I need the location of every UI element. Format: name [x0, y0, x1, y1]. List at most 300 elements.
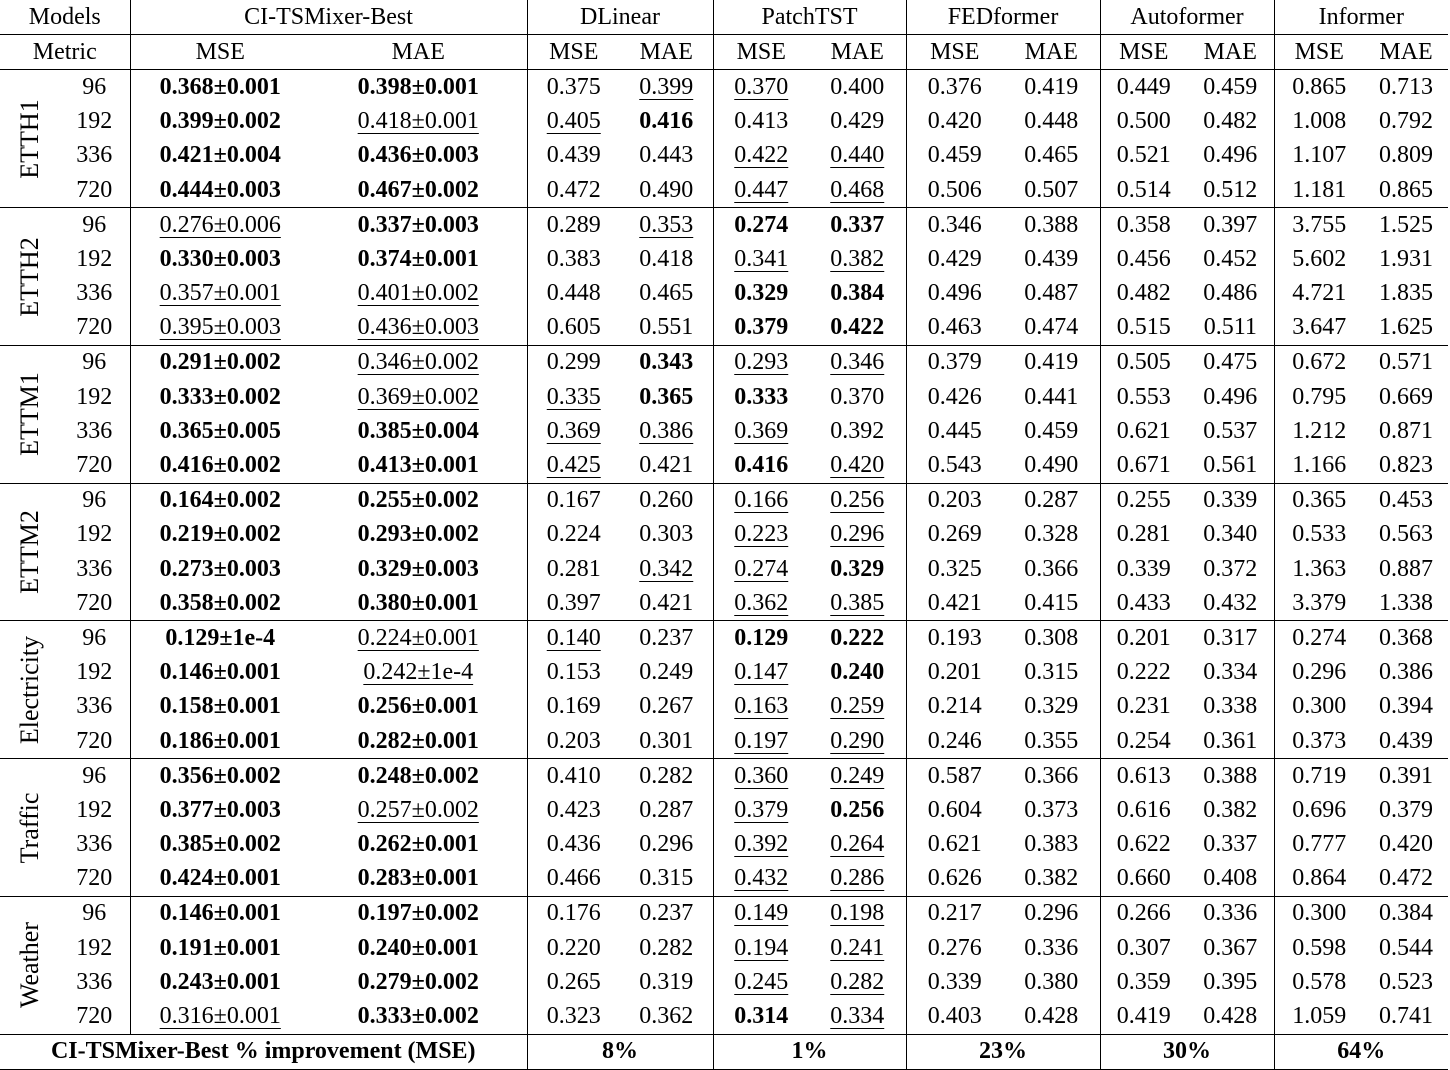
mse-value-cell — [527, 208, 620, 243]
mse-value-cell — [1100, 345, 1187, 380]
metric-value: 0.224±0.001 — [357, 624, 479, 651]
mae-value-cell — [1187, 793, 1274, 827]
mae-value-cell — [1364, 793, 1448, 827]
metric-value: 0.392 — [734, 831, 789, 858]
metric-value: 0.329 — [734, 280, 789, 307]
metric-value: 1.166 — [1292, 452, 1347, 479]
header-row-metrics — [0, 35, 1448, 70]
improvement-informer: 64% — [1274, 1034, 1448, 1069]
mse-value-cell — [527, 999, 620, 1034]
mse-value-cell — [1274, 173, 1364, 208]
mae-value-cell — [310, 965, 527, 999]
metric-value: 0.416 — [734, 452, 789, 479]
table-row — [0, 345, 1448, 380]
mae-value-cell — [1364, 414, 1448, 448]
metric-value: 0.274 — [1292, 624, 1347, 651]
mae-value-cell — [1003, 828, 1100, 862]
model-header-dlinear: DLinear — [527, 0, 713, 35]
mae-value-cell — [1187, 621, 1274, 656]
metric-value: 0.383 — [546, 245, 601, 272]
metric-value: 0.537 — [1203, 417, 1258, 444]
mse-value-cell — [906, 999, 1003, 1034]
mse-value-cell — [713, 311, 809, 346]
mse-value-cell — [130, 793, 310, 827]
mae-value-cell — [1364, 690, 1448, 724]
mae-value-cell — [1187, 690, 1274, 724]
mse-value-cell — [713, 208, 809, 243]
metric-value: 0.287 — [639, 796, 694, 823]
mae-value-cell — [1003, 759, 1100, 794]
metric-value: 0.553 — [1116, 383, 1171, 410]
mse-value-cell — [1274, 311, 1364, 346]
mse-value-cell — [713, 999, 809, 1034]
mae-value-cell — [310, 414, 527, 448]
metric-value: 0.198 — [830, 900, 885, 927]
dataset-label-cell — [0, 208, 59, 346]
mse-value-cell — [1100, 448, 1187, 483]
metric-value: 0.384 — [1379, 900, 1434, 927]
metric-value: 1.212 — [1292, 417, 1347, 444]
mae-value-cell — [620, 483, 713, 518]
mae-value-cell — [620, 277, 713, 311]
mse-value-cell — [527, 70, 620, 105]
metric-value: 0.544 — [1379, 934, 1434, 961]
metric-value: 0.367 — [1203, 934, 1258, 961]
metric-value: 0.337±0.003 — [357, 211, 479, 238]
metric-value: 0.490 — [639, 176, 694, 203]
mae-value-cell — [620, 656, 713, 690]
mse-value-cell — [130, 724, 310, 759]
dataset-label-cell — [0, 70, 59, 208]
horizon-cell: 192 — [59, 518, 130, 552]
metric-value: 0.201 — [927, 659, 982, 686]
metric-value: 0.418 — [639, 245, 694, 272]
metric-value: 0.301 — [639, 727, 694, 754]
dataset-label: ETTM1 — [14, 372, 44, 457]
mae-value-cell — [310, 999, 527, 1034]
metric-value: 0.439 — [1379, 727, 1434, 754]
metric-value: 1.525 — [1379, 211, 1434, 238]
mse-value-cell — [1100, 999, 1187, 1034]
mae-value-cell — [620, 414, 713, 448]
dataset-label: Traffic — [14, 792, 44, 863]
mae-value-cell — [1187, 828, 1274, 862]
mse-value-cell — [1274, 828, 1364, 862]
mse-value-cell — [527, 552, 620, 586]
mae-value-cell — [809, 759, 906, 794]
mse-value-cell — [906, 656, 1003, 690]
mse-value-cell — [713, 896, 809, 931]
models-header-cell: Models — [0, 0, 130, 35]
mae-value-cell — [1364, 656, 1448, 690]
metric-value: 1.835 — [1379, 280, 1434, 307]
horizon-cell: 96 — [59, 483, 130, 518]
metric-value: 0.445 — [927, 417, 982, 444]
mae-value-cell — [620, 208, 713, 243]
mse-value-cell — [906, 208, 1003, 243]
metric-value: 0.164±0.002 — [159, 487, 281, 514]
metric-value: 0.281 — [546, 555, 601, 582]
mae-value-cell — [1003, 862, 1100, 897]
mse-value-cell — [713, 414, 809, 448]
metric-mse-header: MSE — [1274, 35, 1364, 70]
metric-value: 0.334 — [830, 1003, 885, 1030]
metric-value: 0.287 — [1024, 487, 1079, 514]
metric-value: 0.439 — [546, 142, 601, 169]
metric-header-cell: Metric — [0, 35, 130, 70]
metric-value: 0.362 — [734, 589, 789, 616]
mae-value-cell — [1003, 621, 1100, 656]
metric-value: 0.433 — [1116, 589, 1171, 616]
mae-value-cell — [809, 828, 906, 862]
metric-value: 0.408 — [1203, 865, 1258, 892]
mse-value-cell — [906, 931, 1003, 965]
mse-value-cell — [1274, 448, 1364, 483]
metric-value: 0.358±0.002 — [159, 589, 281, 616]
mse-value-cell — [527, 621, 620, 656]
mae-value-cell — [809, 552, 906, 586]
mae-value-cell — [1187, 552, 1274, 586]
mae-value-cell — [1187, 862, 1274, 897]
horizon-cell: 720 — [59, 724, 130, 759]
mse-value-cell — [130, 277, 310, 311]
metric-value: 3.647 — [1292, 314, 1347, 341]
metric-value: 0.386 — [1379, 659, 1434, 686]
mse-value-cell — [1274, 345, 1364, 380]
mae-value-cell — [620, 105, 713, 139]
horizon-cell: 192 — [59, 656, 130, 690]
metric-value: 0.282 — [830, 968, 885, 995]
metric-value: 0.467±0.002 — [357, 176, 479, 203]
metric-value: 0.217 — [927, 900, 982, 927]
metric-value: 0.315 — [639, 865, 694, 892]
metric-mse-header: MSE — [130, 35, 310, 70]
metric-value: 0.447 — [734, 176, 789, 203]
horizon-cell: 336 — [59, 552, 130, 586]
metric-value: 0.422 — [830, 314, 885, 341]
metric-value: 0.325 — [927, 555, 982, 582]
metric-value: 0.273±0.003 — [159, 555, 281, 582]
dataset-label: ETTM2 — [14, 510, 44, 594]
metric-value: 0.379 — [1379, 796, 1434, 823]
metric-value: 0.459 — [1203, 73, 1258, 100]
metric-value: 0.256 — [830, 487, 885, 514]
metric-value: 0.283±0.001 — [357, 865, 479, 892]
metric-value: 0.308 — [1024, 624, 1079, 651]
mae-value-cell — [310, 586, 527, 621]
mse-value-cell — [130, 931, 310, 965]
metric-value: 0.809 — [1379, 142, 1434, 169]
mae-value-cell — [1364, 724, 1448, 759]
mae-value-cell — [1003, 139, 1100, 173]
metric-value: 0.361 — [1203, 727, 1258, 754]
metric-value: 0.660 — [1116, 865, 1171, 892]
mae-value-cell — [1364, 105, 1448, 139]
metric-value: 0.465 — [1024, 142, 1079, 169]
mse-value-cell — [1100, 862, 1187, 897]
metric-value: 0.413±0.001 — [357, 452, 479, 479]
mse-value-cell — [527, 965, 620, 999]
mae-value-cell — [1187, 242, 1274, 276]
metric-value: 0.353 — [639, 211, 694, 238]
metric-value: 0.319 — [639, 968, 694, 995]
horizon-cell: 336 — [59, 828, 130, 862]
metric-mae-header: MAE — [809, 35, 906, 70]
metric-value: 0.296 — [639, 831, 694, 858]
metric-value: 0.342 — [639, 555, 694, 582]
metric-value: 0.286 — [830, 865, 885, 892]
mae-value-cell — [310, 621, 527, 656]
mse-value-cell — [713, 552, 809, 586]
metric-value: 0.231 — [1116, 693, 1171, 720]
mse-value-cell — [906, 621, 1003, 656]
metric-value: 0.333±0.002 — [357, 1003, 479, 1030]
mse-value-cell — [906, 139, 1003, 173]
table-row — [0, 586, 1448, 621]
dataset-label: ETTH1 — [14, 99, 44, 179]
metric-value: 0.329 — [830, 555, 885, 582]
metric-value: 1.059 — [1292, 1003, 1347, 1030]
metric-value: 0.339 — [1203, 487, 1258, 514]
metric-value: 0.194 — [734, 934, 789, 961]
mae-value-cell — [809, 724, 906, 759]
mae-value-cell — [1003, 277, 1100, 311]
metric-value: 0.243±0.001 — [159, 968, 281, 995]
metric-value: 0.865 — [1379, 176, 1434, 203]
metric-value: 0.237 — [639, 900, 694, 927]
metric-value: 0.346 — [830, 349, 885, 376]
mse-value-cell — [1274, 105, 1364, 139]
mse-value-cell — [906, 965, 1003, 999]
horizon-cell: 96 — [59, 896, 130, 931]
mse-value-cell — [527, 828, 620, 862]
mse-value-cell — [527, 448, 620, 483]
mse-value-cell — [1100, 277, 1187, 311]
mse-value-cell — [130, 759, 310, 794]
metric-value: 0.507 — [1024, 176, 1079, 203]
metric-value: 0.303 — [639, 521, 694, 548]
mae-value-cell — [1364, 380, 1448, 414]
mae-value-cell — [1003, 793, 1100, 827]
metric-value: 0.260 — [639, 487, 694, 514]
horizon-cell: 96 — [59, 70, 130, 105]
mse-value-cell — [130, 896, 310, 931]
metric-value: 0.248±0.002 — [357, 762, 479, 789]
mse-value-cell — [713, 173, 809, 208]
metric-value: 0.429 — [830, 108, 885, 135]
mae-value-cell — [809, 965, 906, 999]
mse-value-cell — [906, 828, 1003, 862]
mae-value-cell — [1003, 483, 1100, 518]
mse-value-cell — [130, 862, 310, 897]
mse-value-cell — [1100, 759, 1187, 794]
metric-value: 0.380 — [1024, 968, 1079, 995]
metric-value: 0.422 — [734, 142, 789, 169]
metric-value: 0.328 — [1024, 521, 1079, 548]
mae-value-cell — [620, 621, 713, 656]
mae-value-cell — [809, 862, 906, 897]
metric-value: 0.500 — [1116, 108, 1171, 135]
metric-value: 0.365 — [639, 383, 694, 410]
mse-value-cell — [527, 380, 620, 414]
metric-value: 0.613 — [1116, 762, 1171, 789]
mse-value-cell — [130, 690, 310, 724]
metric-value: 0.282 — [639, 762, 694, 789]
mse-value-cell — [1274, 793, 1364, 827]
metric-value: 0.293 — [734, 349, 789, 376]
metric-value: 0.741 — [1379, 1003, 1434, 1030]
mae-value-cell — [620, 518, 713, 552]
metric-value: 0.423 — [546, 796, 601, 823]
metric-value: 0.146±0.001 — [159, 659, 281, 686]
mae-value-cell — [1187, 999, 1274, 1034]
mae-value-cell — [1364, 621, 1448, 656]
metric-value: 0.323 — [546, 1003, 601, 1030]
mae-value-cell — [310, 828, 527, 862]
improvement-label: CI-TSMixer-Best % improvement (MSE) — [0, 1034, 527, 1069]
metric-value: 0.561 — [1203, 452, 1258, 479]
metric-value: 0.399±0.002 — [159, 108, 281, 135]
metric-value: 0.296 — [830, 521, 885, 548]
metric-value: 0.669 — [1379, 383, 1434, 410]
mae-value-cell — [1003, 414, 1100, 448]
table-row — [0, 656, 1448, 690]
metric-value: 0.167 — [546, 487, 601, 514]
metric-value: 0.432 — [734, 865, 789, 892]
mae-value-cell — [310, 896, 527, 931]
metric-value: 0.176 — [546, 900, 601, 927]
mse-value-cell — [130, 345, 310, 380]
improvement-dlinear: 8% — [527, 1034, 713, 1069]
metric-value: 0.336 — [1203, 900, 1258, 927]
mse-value-cell — [1274, 483, 1364, 518]
mae-value-cell — [809, 621, 906, 656]
metric-value: 0.398±0.001 — [357, 73, 479, 100]
metric-value: 0.158±0.001 — [159, 693, 281, 720]
table-row — [0, 173, 1448, 208]
mae-value-cell — [1003, 724, 1100, 759]
horizon-cell: 720 — [59, 448, 130, 483]
metric-value: 0.823 — [1379, 452, 1434, 479]
metric-value: 1.107 — [1292, 142, 1347, 169]
improvement-patchtst: 1% — [713, 1034, 906, 1069]
metric-value: 0.169 — [546, 693, 601, 720]
metric-value: 0.421±0.004 — [159, 142, 281, 169]
mse-value-cell — [713, 105, 809, 139]
mse-value-cell — [1100, 311, 1187, 346]
mae-value-cell — [310, 242, 527, 276]
mae-value-cell — [1364, 518, 1448, 552]
metric-value: 0.795 — [1292, 383, 1347, 410]
metric-value: 0.410 — [546, 762, 601, 789]
metric-value: 0.382 — [1024, 865, 1079, 892]
mae-value-cell — [1003, 105, 1100, 139]
mae-value-cell — [310, 139, 527, 173]
metric-value: 0.316±0.001 — [159, 1003, 281, 1030]
mse-value-cell — [130, 105, 310, 139]
metric-value: 0.370 — [830, 383, 885, 410]
metric-value: 0.871 — [1379, 417, 1434, 444]
horizon-cell: 192 — [59, 242, 130, 276]
metric-value: 0.443 — [639, 142, 694, 169]
metric-value: 0.496 — [1203, 383, 1258, 410]
mae-value-cell — [620, 345, 713, 380]
mae-value-cell — [1187, 311, 1274, 346]
metric-value: 0.153 — [546, 659, 601, 686]
dataset-label-cell — [0, 759, 59, 897]
mae-value-cell — [1003, 518, 1100, 552]
mse-value-cell — [130, 483, 310, 518]
metric-value: 0.415 — [1024, 589, 1079, 616]
mse-value-cell — [906, 448, 1003, 483]
metric-value: 0.571 — [1379, 349, 1434, 376]
metric-value: 0.365 — [1292, 487, 1347, 514]
mae-value-cell — [310, 105, 527, 139]
mae-value-cell — [1187, 448, 1274, 483]
horizon-cell: 720 — [59, 999, 130, 1034]
improvement-fedformer: 23% — [906, 1034, 1100, 1069]
mse-value-cell — [713, 518, 809, 552]
mse-value-cell — [527, 414, 620, 448]
mse-value-cell — [1100, 552, 1187, 586]
metric-value: 0.338 — [1203, 693, 1258, 720]
mae-value-cell — [310, 518, 527, 552]
mae-value-cell — [620, 999, 713, 1034]
metric-value: 0.605 — [546, 314, 601, 341]
metric-value: 0.300 — [1292, 693, 1347, 720]
metric-value: 0.578 — [1292, 968, 1347, 995]
mse-value-cell — [527, 586, 620, 621]
mse-value-cell — [713, 448, 809, 483]
metric-value: 1.625 — [1379, 314, 1434, 341]
mae-value-cell — [310, 380, 527, 414]
model-header-fedformer: FEDformer — [906, 0, 1100, 35]
mse-value-cell — [1274, 70, 1364, 105]
metric-value: 0.453 — [1379, 487, 1434, 514]
metric-value: 0.203 — [927, 487, 982, 514]
metric-value: 0.441 — [1024, 383, 1079, 410]
mae-value-cell — [809, 139, 906, 173]
table-row — [0, 139, 1448, 173]
metric-value: 0.340 — [1203, 521, 1258, 548]
mse-value-cell — [713, 965, 809, 999]
mae-value-cell — [310, 448, 527, 483]
mse-value-cell — [1274, 414, 1364, 448]
mse-value-cell — [713, 621, 809, 656]
metric-value: 0.420 — [830, 452, 885, 479]
horizon-cell: 720 — [59, 311, 130, 346]
mae-value-cell — [1364, 896, 1448, 931]
metric-value: 0.397 — [1203, 211, 1258, 238]
mae-value-cell — [1187, 518, 1274, 552]
table-row — [0, 311, 1448, 346]
metric-value: 0.315 — [1024, 659, 1079, 686]
mse-value-cell — [906, 759, 1003, 794]
metric-mae-header: MAE — [310, 35, 527, 70]
metric-value: 0.300 — [1292, 900, 1347, 927]
mae-value-cell — [1187, 380, 1274, 414]
metric-value: 0.388 — [1024, 211, 1079, 238]
metric-value: 0.336 — [1024, 934, 1079, 961]
metric-value: 0.533 — [1292, 521, 1347, 548]
mae-value-cell — [310, 690, 527, 724]
mse-value-cell — [527, 173, 620, 208]
metric-value: 0.290 — [830, 727, 885, 754]
mae-value-cell — [1364, 483, 1448, 518]
mae-value-cell — [620, 70, 713, 105]
metric-value: 0.514 — [1116, 176, 1171, 203]
metric-value: 0.487 — [1024, 280, 1079, 307]
